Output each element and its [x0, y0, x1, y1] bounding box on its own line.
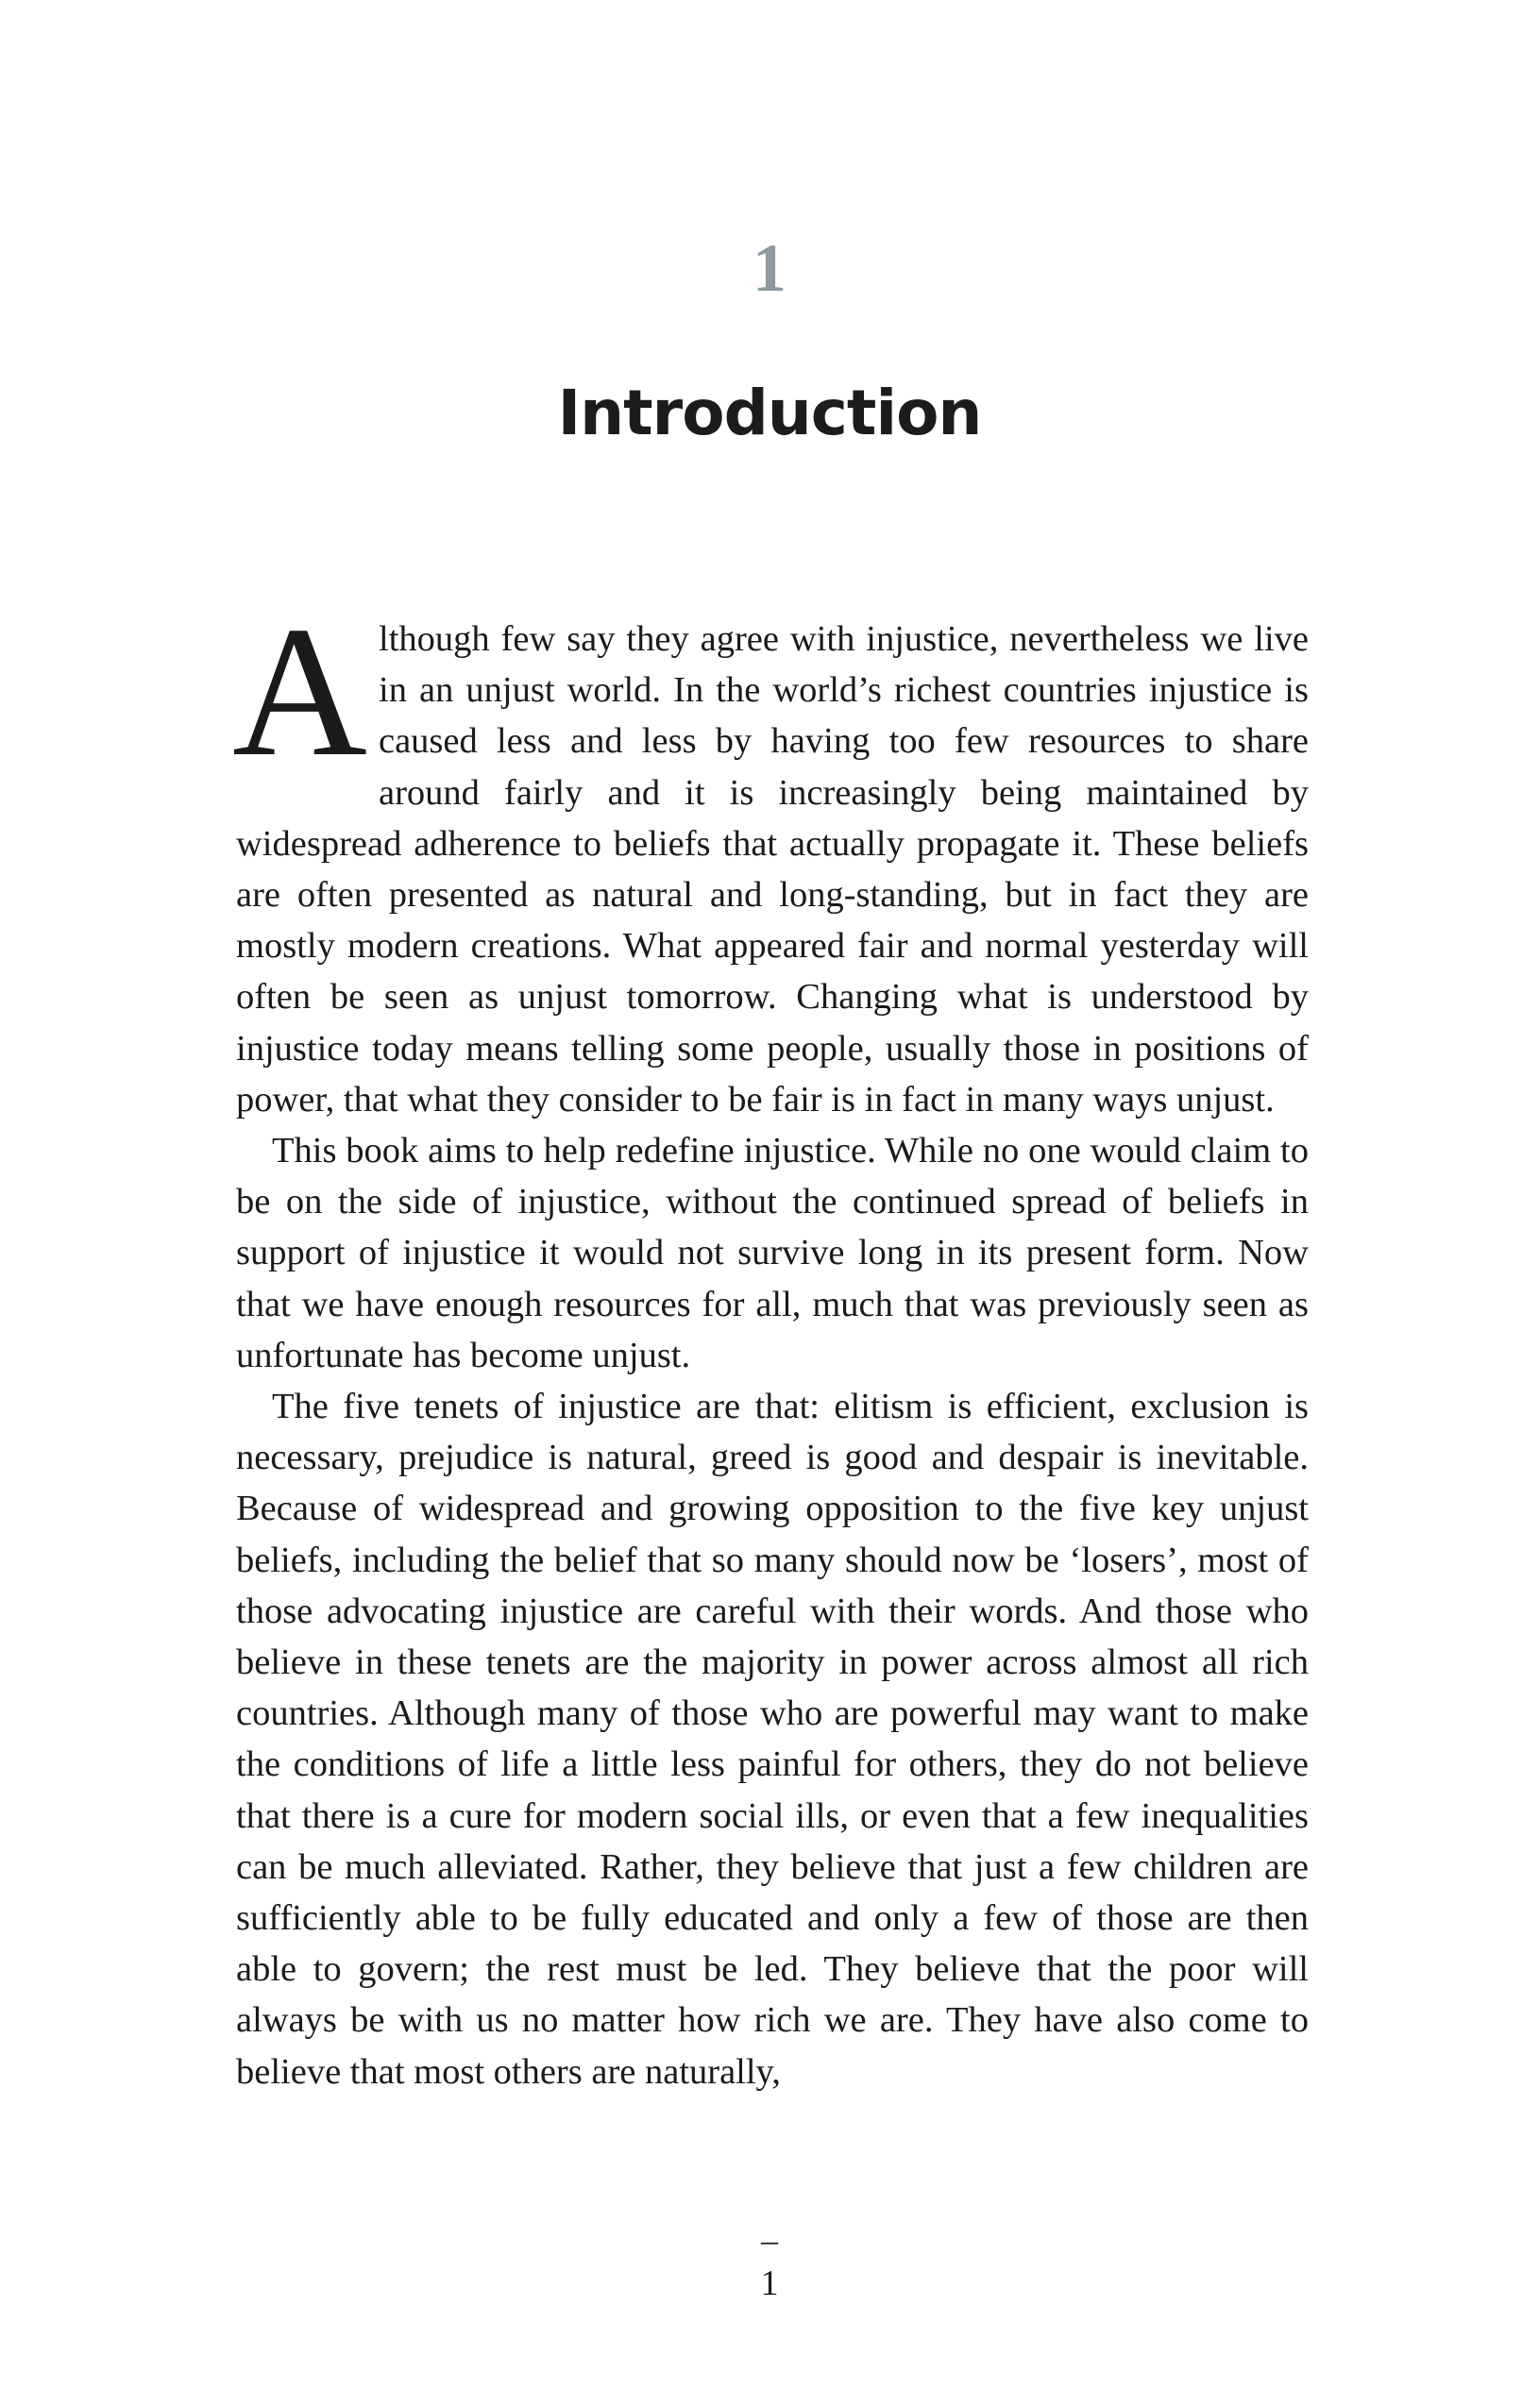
- page-number: 1: [760, 2264, 779, 2303]
- paragraph-1-text: lthough few say they agree with injustice, nevertheless we live in an unjust world. In the world’s richest countries injustice is caused less and less by having too few resources to share around fairly and it is increasingly being maintained by widespread adherence to beliefs that actually propagate it. These beliefs are often presented as natural and long-standing, but in fact they are mostly modern creations. What appeared fair and normal yesterday will often be seen as unjust tomorrow. Changing what is understood by injustice today means telling some people, usually those in positions of power, that what they consider to be fair is in fact in many ways unjust.: [236, 619, 1309, 1120]
- chapter-title: Introduction: [557, 377, 982, 449]
- folio-dash: –: [761, 2221, 778, 2259]
- drop-cap: A: [232, 588, 367, 795]
- chapter-number: 1: [753, 230, 786, 306]
- paragraph-1: [232, 588, 1309, 1125]
- paragraph-2: This book aims to help redefine injustice. While no one would claim to be on the side of injustice, without the continued spread of beliefs in support of injustice it would not survive long in its present form. Now that we have enough resources for all, much that was previously seen as unfortunate has become unjust.: [236, 1131, 1309, 1375]
- paragraph-3: The five tenets of injustice are that: elitism is efficient, exclusion is necessary, prejudice is natural, greed is good and despair is inevitable. Because of widespread and growing opposition to the five key unjust beliefs, including the belief that so many should now be ‘losers’, most of those advocating injustice are careful with their words. And those who believe in these tenets are the majority in power across almost all rich countries. Although many of those who are powerful may want to make the conditions of life a little less painful for others, they do not believe that there is a cure for modern social ills, or even that a few inequalities can be much alleviated. Rather, they believe that just a few children are sufficiently able to be fully educated and only a few of those are then able to govern; the rest must be led. They believe that the poor will always be with us no matter how rich we are. They have also come to believe that most others are naturally,: [236, 1387, 1309, 2092]
- body-text: [232, 588, 1309, 2097]
